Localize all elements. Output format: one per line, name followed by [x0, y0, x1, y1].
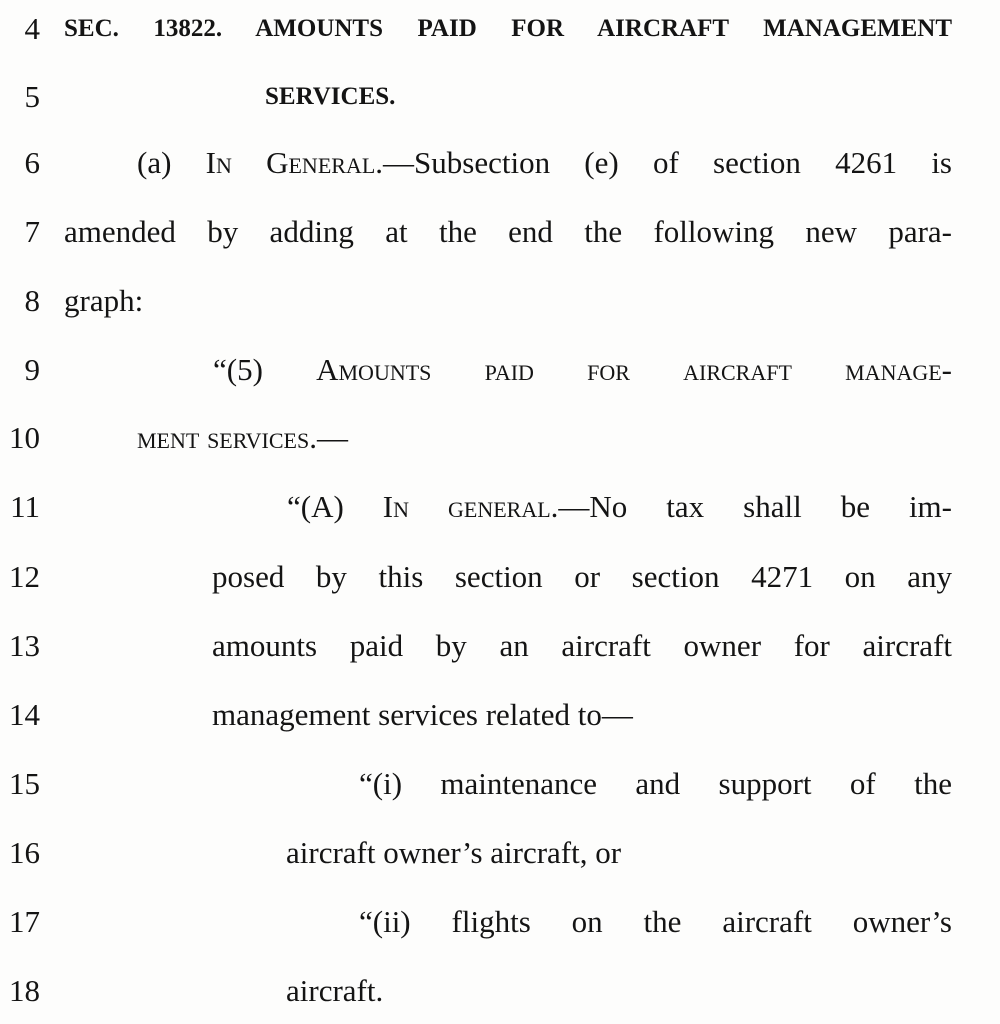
paragraph-5-heading-continued	[137, 413, 348, 463]
line-9	[0, 345, 1000, 395]
line-10	[0, 413, 1000, 463]
line-number: 14	[9, 697, 40, 732]
line-12	[0, 552, 1000, 602]
line-11	[0, 482, 1000, 532]
line-number: 5	[24, 79, 40, 114]
line-number: 6	[24, 145, 40, 180]
line-number: 8	[24, 283, 40, 318]
paragraph-label: “(5)	[213, 352, 317, 387]
line-5	[0, 72, 1000, 122]
section-heading-continued: SERVICES.	[265, 83, 396, 110]
line-17	[0, 897, 1000, 947]
clause-ii: “(ii) flights on the aircraft owner’s	[359, 904, 952, 939]
line-4	[0, 4, 1000, 54]
line-number: 16	[9, 835, 40, 870]
line-number: 9	[24, 352, 40, 387]
paragraph-heading: ment services.	[137, 420, 317, 455]
line-number: 7	[24, 214, 40, 249]
line-15	[0, 759, 1000, 809]
subparagraph-heading: In general.	[382, 489, 559, 524]
body-text: amounts paid by an aircraft owner for aircraft	[212, 628, 952, 663]
subsection-label: (a)	[137, 145, 206, 180]
body-text: posed by this section or section 4271 on any	[212, 559, 952, 594]
line-number: 18	[9, 973, 40, 1008]
clause-i: “(i) maintenance and support of the	[359, 766, 952, 801]
line-8	[0, 276, 1000, 326]
line-number: 12	[9, 559, 40, 594]
line-number: 11	[10, 489, 40, 524]
section-heading: SEC. 13822. AMOUNTS PAID FOR AIRCRAFT MANAGEMENT	[64, 15, 952, 42]
dash: —	[316, 420, 348, 455]
line-number: 4	[24, 11, 40, 46]
line-16	[0, 828, 1000, 878]
body-text: graph:	[64, 283, 144, 318]
line-13	[0, 621, 1000, 671]
line-18	[0, 966, 1000, 1016]
subparagraph-text: —No tax shall be im-	[558, 489, 952, 524]
paragraph-heading: Amounts paid for aircraft manage-	[316, 352, 952, 387]
line-6	[0, 138, 1000, 188]
line-number: 10	[9, 420, 40, 455]
body-text: aircraft.	[286, 973, 384, 1008]
paragraph-5-heading	[213, 345, 952, 395]
subsection-a	[137, 138, 952, 188]
line-7	[0, 207, 1000, 257]
line-number: 13	[9, 628, 40, 663]
subsection-text: —Subsection (e) of section 4261 is	[383, 145, 952, 180]
body-text: management services related to—	[212, 697, 633, 732]
body-text: aircraft owner’s aircraft, or	[286, 835, 622, 870]
line-number: 15	[9, 766, 40, 801]
subparagraph-a	[287, 482, 952, 532]
subparagraph-label: “(A)	[287, 489, 383, 524]
line-14	[0, 690, 1000, 740]
subsection-heading: In General.	[205, 145, 384, 180]
line-number: 17	[9, 904, 40, 939]
body-text: amended by adding at the end the following new para-	[64, 214, 952, 249]
